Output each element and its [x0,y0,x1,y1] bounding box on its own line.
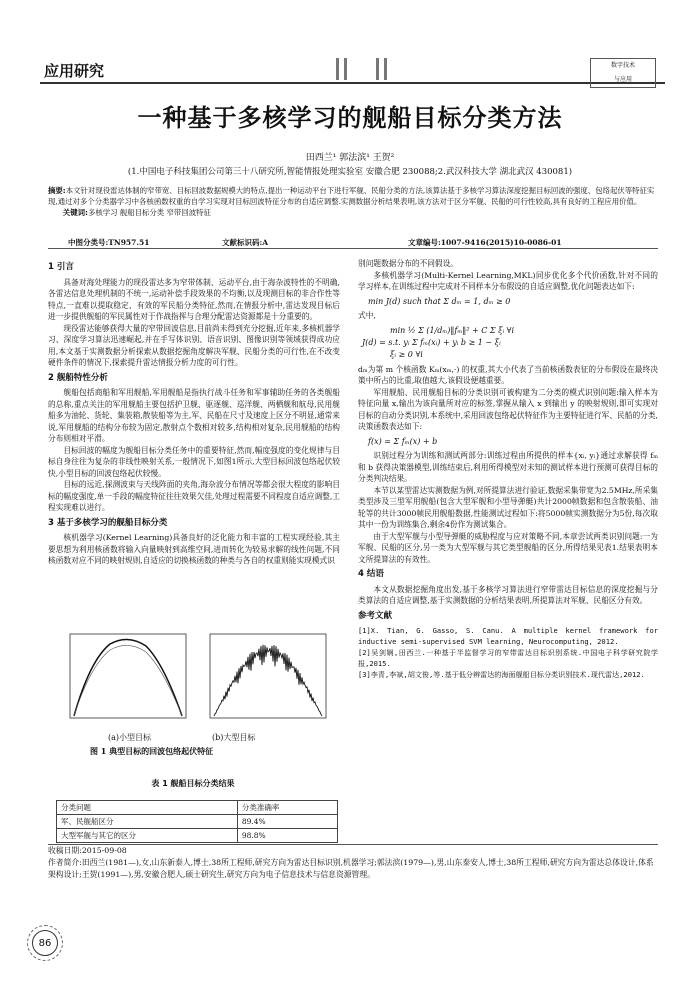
equation-2: min ½ Σ (1/dₘ)‖fₘ‖² + C Σ ξᵢ ∀i J(d) = s.t. yᵢ Σ fₘ(xᵢ) + yᵢ b ≥ 1 − ξᵢ ξᵢ ≥ 0 ∀i [362,325,515,359]
paragraph: 本节以某型雷达实测数据为例,对所提算法进行验证,数据采集带宽为2.5MHz,所采集类型涉及三型军用舰船(包含大型军舰和小型导弹艇)共计2000帧数据和包含散装船、油轮等的共计3000帧民用舰船数据,性能测试过程如下:将5000帧实测数据分为5份,每次取其中一份为训练集合,剩余4份作为测试集合。 [358,485,658,529]
paragraph: dₘ为第 m 个核函数 Kₘ(xₘ,·) 的权重,其大小代表了当前核函数表征的分布假设在最终决策中所占的比重,取值越大,该假设便越重要。 [358,364,658,385]
figure-caption: 图 1 典型目标的回波包络起伏特征 [90,746,214,756]
section-heading: 3 基于多核学习的舰船目标分类 [48,517,168,528]
paragraph: 目标的远近,探测波束与天线阵面的夹角,海杂波分布情况等都会很大程度的影响目标的幅度强度,单一手段的幅度特征往往效果欠佳,处理过程需要不同程度自适应调整,工程实现难以进行。 [48,480,340,512]
plot-large-target [200,630,330,728]
table-row: 军、民舰船区分 89.4% [57,815,338,829]
paragraph: 具备对海处理能力的现役雷达多为窄带体制、运动平台,由于海杂波特性的不明确,各雷达信息处理机制的不统一,运动补偿手段效果的不均衡,以及现测目标的非合作性等特点,一直难以提取稳定、有效的军民船分类特征,然而,在情报分析中,雷达发现目标后进一步提供舰船的军民属性对于作战指挥与合理分配雷达资源都是十分重要的。 [48,277,340,321]
paragraph: 本文从数据挖掘角度出发,基于多核学习算法进行窄带雷达目标信息的深度挖掘与分类算法的自适应调整,基于实测数据的分析结果表明,所提算法对军舰、民船区分有效。 [358,584,658,605]
keywords: 多核学习 舰船目标分类 窄带回波特征 [87,208,211,217]
abstract-block: 摘要:本文针对现役雷达体制的窄带宽、目标回波数据规模大的特点,提出一种运动平台下进行军舰、民船分类的方法,该算法基于多核学习算法深度挖掘目标回波的强度、包络起伏等特征实现,通过对多个分类器学习中各核函数权重的自学习实现对目标回波特征分布的自适应调整.实测数据分析结果表明,该方法对于区分军舰、民船的可行性较高,具有良好的工程应用价值。 关键词:多核学习 舰船目标分类 窄带回波特征 [48,186,655,217]
reference-list [358,625,658,680]
paragraph: 舰船包括商船和军用舰船,军用舰船是指执行战斗任务和军事辅助任务的各类舰船的总称,重点关注的军用舰船主要包括护卫舰、驱逐舰、巡洋舰、两栖舰和航母,民用舰船多为油轮、货轮、集装箱,散装船等为主,军、民船在尺寸及速度上区分不明显,通常来说,军用舰船的结构分布较为固定,散射点个数相对较多,结构相对复杂,民用舰船的结构分布则相对平滑。 [48,388,340,443]
paragraph: 识别过程分为训练和测试两部分:训练过程由所提供的样本{xᵢ, yᵢ}通过求解获得 fₘ 和 b 获得决策器模型,训练结束后,利用所得模型对未知的测试样本进行预测可获得目标的分类判决结果。 [358,451,658,483]
reference-item: [3]李青,李斌,胡文俊,等.基于低分辨雷达的海面舰船目标分类识别技术.现代雷达,2012. [358,670,645,679]
paragraph: 多核机器学习(Multi-Kernel Learning,MKL)同步优化多个代价函数,针对不同的学习样本,在训练过程中完成对不同样本分布假设的自适应调整,优化问题表达如下: [358,270,658,291]
results-table [56,800,338,843]
paragraph: 现役雷达能够获得大量的窄带回波信息,目前尚未得到充分挖掘,近年来,多核机器学习、深度学习算法迅速崛起,并在手写体识别、语音识别、图像识别等领域获得成功应用,本文基于实测数据分析探索从数据挖掘角度解决军舰、民船分类的可行性,在不改变硬件条件的情况下,探索提升雷达情报分析力度的可行性。 [48,323,340,367]
section-heading: 2 舰船特性分析 [48,372,108,383]
left-column [48,258,340,567]
article-number: 文章编号:1007-9416(2015)10-0086-01 [408,238,562,247]
author-bio: 作者简介:田西兰(1981—),女,山东新泰人,博士,38所工程师,研究方向为雷达目标识别,机器学习;郭法滨(1979—),男,山东泰安人,博士,38所工程师,研究方向为雷达总体设计,体系架构设计;王贺(1991—),男,安徽合肥人,硕士研究生,研究方向为电子信息技术与信息资源管理。 [48,858,654,879]
article-title: 一种基于多核学习的舰船目标分类方法 [137,104,563,132]
equation-3: f(x) = Σ fₘ(x) + b [368,436,438,446]
figure-1 [50,630,340,750]
paragraph: 别问题数据分布的不同假设。 [358,259,458,268]
right-column [358,258,658,680]
header-rule [40,82,665,84]
header-decoration [336,58,396,80]
section-label: 应用研究 [44,62,105,80]
clc-number: 中图分类号:TN957.51 [68,238,150,247]
paragraph: 核机器学习(Kernel Learning)具备良好的泛化能力和丰富的工程实现经验,其主要思想为利用核函数将输入向量映射到高维空间,进而转化为较易求解的线性问题,不同核函数对应不同的映射规则,自适应的切换核函数的种类与各自的权重则能实现模式识 [48,533,340,565]
section-heading: 1 引言 [48,262,74,272]
running-header [40,58,665,84]
paragraph: 目标回波的幅度为舰船目标分类任务中的重要特征,然而,幅度强度的变化规律与目标自身往往为复杂的非线性映射关系,一般情况下,如图1所示,大型目标回波包络起伏较快,小型目标的回波包络起伏较慢。 [48,445,340,478]
figure-label-a: (a)小型目标 [108,733,152,742]
section-heading: 4 结语 [358,569,384,579]
page-number: 86 [32,930,58,956]
references-heading: 参考文献 [358,610,393,621]
table-title: 表 1 舰船目标分类结果 [151,779,235,788]
affiliation: (1.中国电子科技集团公司第三十八研究所,智能情报处理实验室 安徽合肥 230088;2.武汉科技大学 湖北武汉 430081) [127,167,573,177]
paragraph: 由于大型军舰与小型导弹艇的威胁程度与应对策略不同,本章尝试两类识别问题:一为军舰、民船的区分,另一类为大型军舰与其它类型舰船的区分,所得结果见表1.结果表明本文所提算法的有效性。 [358,531,658,564]
received-date: 收稿日期:2015-09-08 [48,846,127,855]
figure-label-b: (b)大型目标 [212,733,256,742]
authors: 田西兰¹ 郭法滨¹ 王贺² [305,153,395,163]
table-row: 大型军舰与其它的区分 98.8% [57,829,338,843]
meta-rule [48,248,658,249]
reference-item: [2]吴剑娴,田西兰.一种基于半监督学习的窄带雷达目标识别系统.中国电子科学研究院学报,2015. [358,648,658,668]
doc-code: 文献标识码:A [222,238,269,247]
footnotes [48,845,658,881]
table-header-row: 分类问题 分类准确率 [57,801,338,815]
equation-1: min J(d) such that Σ dₘ = 1, dₘ ≥ 0 [368,296,511,306]
paragraph: 式中, [358,311,376,320]
abstract-text: 本文针对现役雷达体制的窄带宽、目标回波数据规模大的特点,提出一种运动平台下进行军舰、民船分类的方法,该算法基于多核学习算法深度挖掘目标回波的强度、包络起伏等特征实现,通过对多个分类器学习中各核函数权重的自学习实现对目标回波特征分布的自适应调整.实测数据分析结果表明,该方法对于区分军舰、民船的可行性较高,具有良好的工程应用价值。 [48,186,655,206]
plot-small-target [60,630,190,728]
journal-logo: 数字技术 与应用 [590,58,656,88]
reference-item: [1]X. Tian, G. Gasso, S. Canu. A multiple kernel framework for inductive semi-supervised SVM learning, Neurocomputing, 2012. [358,626,658,646]
paragraph: 军用舰船、民用舰船目标的分类识别可被构建为二分类的模式识别问题:输入样本为特征向量 x,输出为该向量所对应的标签,掌握从输入 x 到输出 y 的映射规则,即可实现对目标的自动分类识别,本系统中,采用回波包络起伏特征作为主要特征进行军、民船的分类,决策函数表达如下: [358,387,658,431]
